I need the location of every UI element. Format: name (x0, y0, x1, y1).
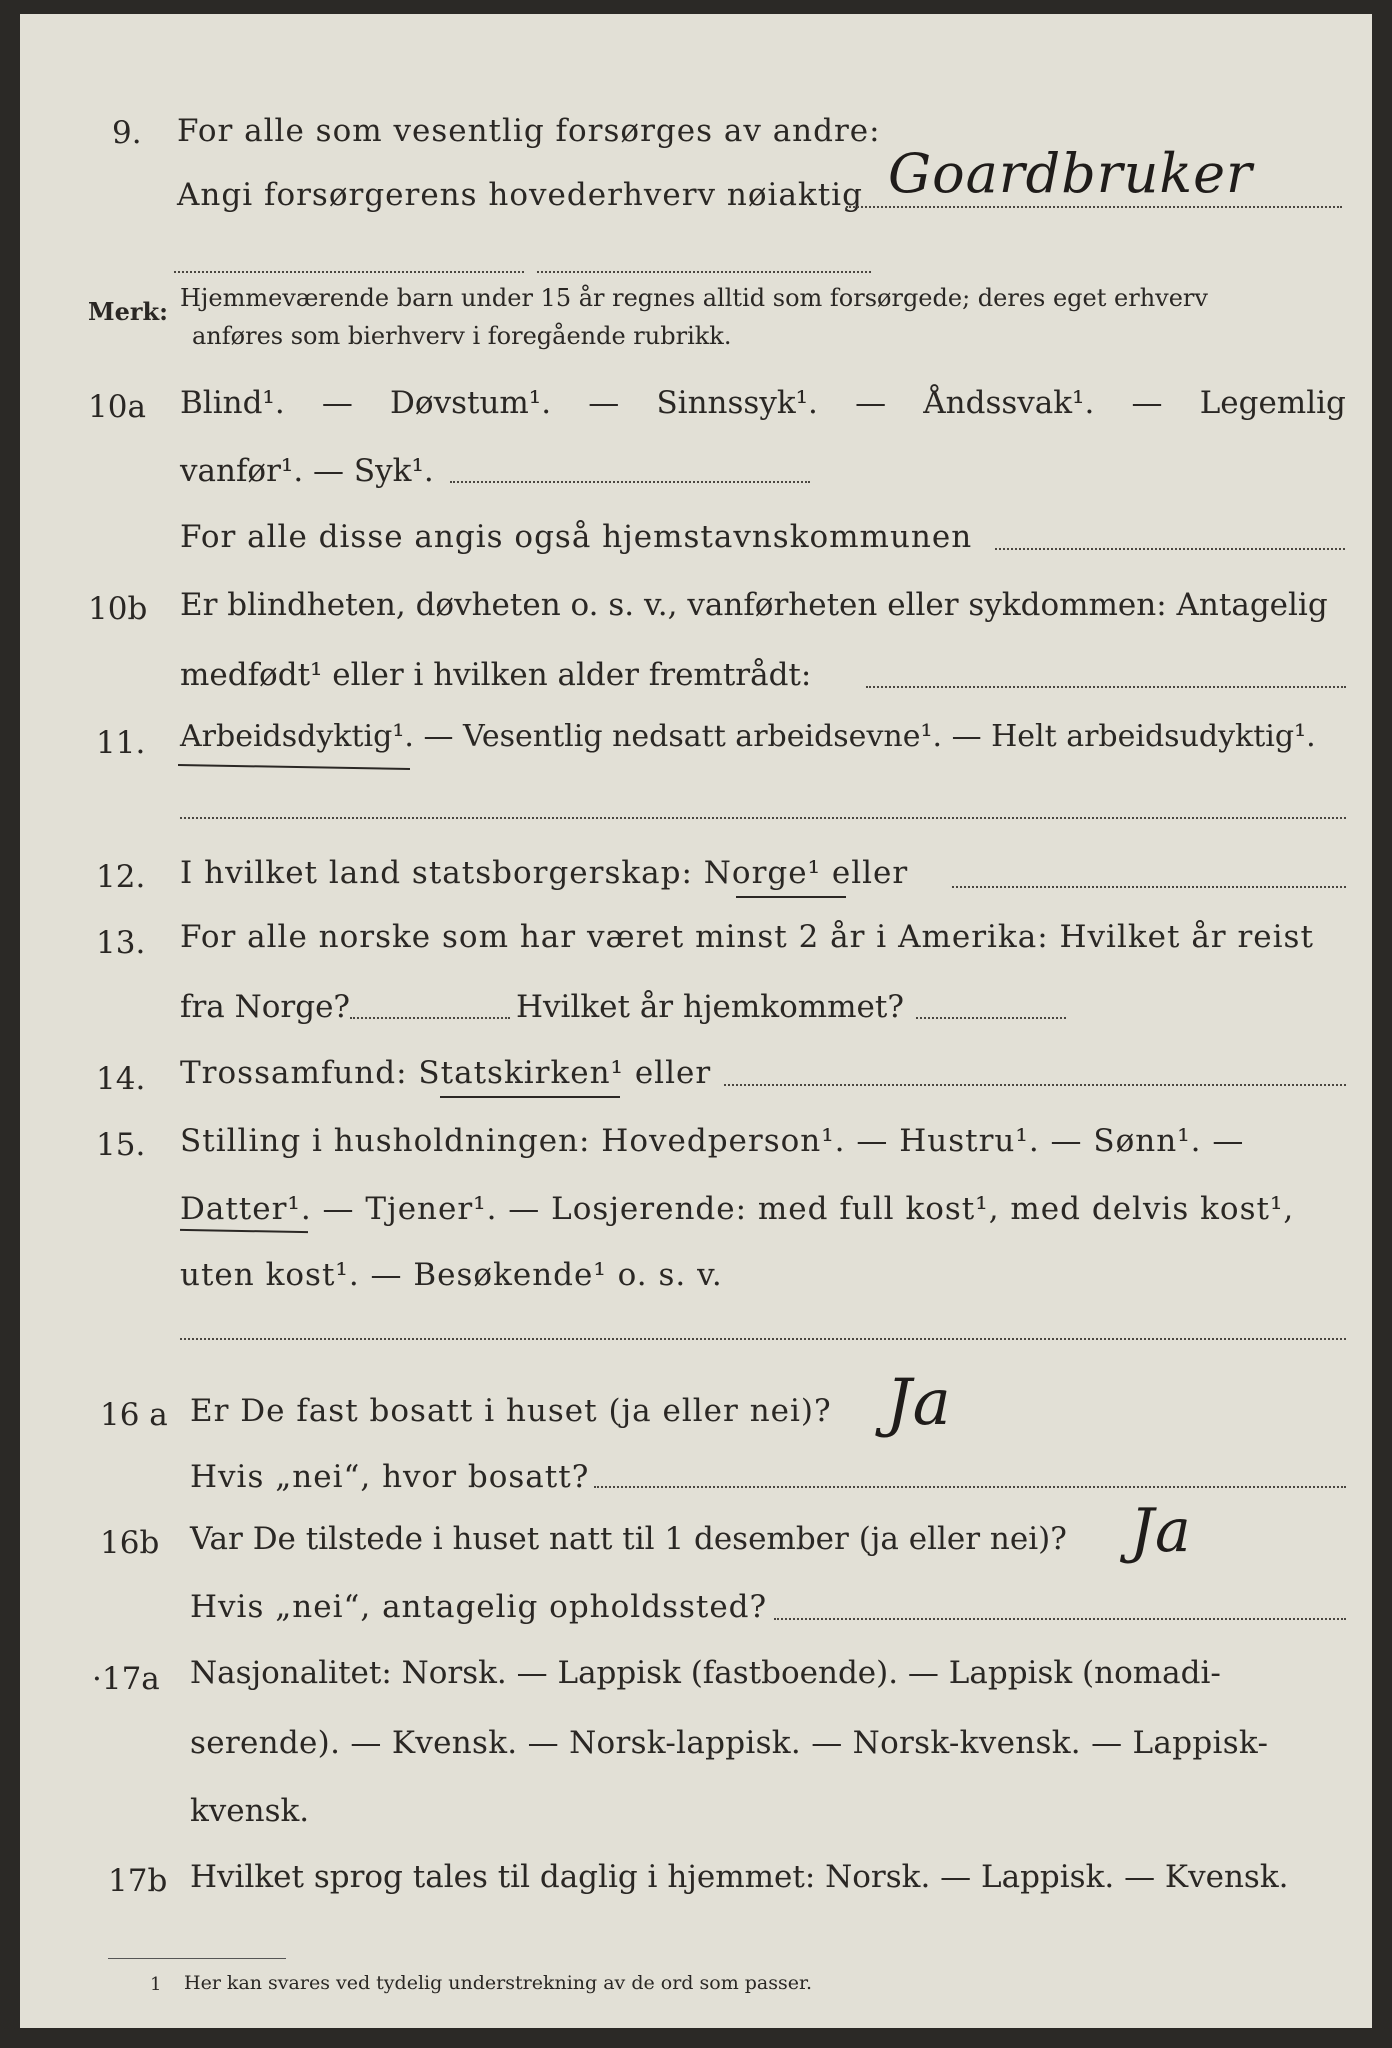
q9-line1: For alle som vesentlig forsørges av andre: (177, 113, 881, 149)
q10a-line2: vanfør¹. — Syk¹. (180, 453, 434, 489)
q17a-line2: serende). — Kvensk. — Norsk-lappisk. — Norsk-kvensk. — Lappisk- (190, 1725, 1269, 1761)
q11-line1: Arbeidsdyktig¹. — Vesentlig nedsatt arbeidsevne¹. — Helt arbeidsudyktig¹. (180, 719, 1316, 754)
q10a-dovstum[interactable]: Døvstum¹. (390, 385, 552, 421)
q16b-handwritten-answer[interactable]: Ja (1130, 1496, 1192, 1566)
q10b-line2: medfødt¹ eller i hvilken alder fremtrådt: (180, 657, 812, 693)
q12-underline-norge (736, 896, 846, 898)
q10a-legemlig[interactable]: Legemlig (1199, 385, 1346, 421)
q10b-answer-line (866, 686, 1346, 688)
footnote-rule (108, 1958, 286, 1959)
q13-reist-answer-line (350, 1017, 510, 1019)
q15-number: 15. (96, 1127, 146, 1163)
q15-underline-datter (180, 1229, 308, 1233)
q16b-line2: Hvis „nei“, antagelig opholdssted? (190, 1589, 768, 1625)
q11-continuation-line (180, 817, 1346, 819)
q9-continuation-line-b (537, 271, 871, 273)
q10a-blind[interactable]: Blind¹. (180, 385, 285, 421)
q15-line2: Datter¹. — Tjener¹. — Losjerende: med full kost¹, med delvis kost¹, (180, 1191, 1295, 1227)
merk-label: Merk: (88, 297, 168, 326)
merk-line2: anføres som bierhverv i foregående rubrikk. (192, 322, 732, 350)
q15-line1: Stilling i husholdningen: Hovedperson¹. — Hustru¹. — Sønn¹. — (180, 1123, 1245, 1159)
merk-line1: Hjemmeværende barn under 15 år regnes alltid som forsørgede; deres eget erhverv (180, 284, 1208, 312)
q14-line1: Trossamfund: Statskirken¹ eller (180, 1055, 712, 1091)
q16b-answer-line (774, 1618, 1346, 1620)
q13-line1: For alle norske som har været minst 2 år i Amerika: Hvilket år reist (180, 919, 1314, 955)
q10a-line1 (180, 385, 1346, 421)
q9-number: 9. (112, 115, 142, 151)
q17b-number: 17b (108, 1863, 168, 1899)
q9-line2: Angi forsørgerens hovederhverv nøiaktig (177, 177, 863, 213)
q17b-line1: Hvilket sprog tales til daglig i hjemmet: Norsk. — Lappisk. — Kvensk. (190, 1859, 1289, 1895)
q15-continuation-line (180, 1338, 1346, 1340)
q10b-line1: Er blindheten, døvheten o. s. v., vanførheten eller sykdommen: Antagelig (180, 587, 1328, 623)
q16a-number: 16 a (100, 1397, 168, 1433)
q16a-line2: Hvis „nei“, hvor bosatt? (190, 1459, 590, 1495)
q11-underline-arbeidsdyktig (178, 764, 410, 770)
q9-handwritten-answer[interactable]: Goardbruker (888, 142, 1253, 205)
q10a-dash-1: — (321, 385, 353, 421)
footnote-mark: 1 (150, 1974, 162, 1995)
q17a-line3: kvensk. (190, 1793, 310, 1829)
q17a-number: ·17a (92, 1661, 160, 1697)
q12-number: 12. (96, 859, 146, 895)
q10a-dash-4: — (1131, 385, 1163, 421)
q16a-handwritten-answer[interactable]: Ja (886, 1366, 952, 1440)
q10a-dash-2: — (588, 385, 620, 421)
q16a-line1: Er De fast bosatt i huset (ja eller nei)? (190, 1393, 832, 1429)
q14-underline-statskirken (440, 1096, 620, 1098)
q12-answer-line (952, 886, 1346, 888)
q10a-hjemstavn-line (995, 548, 1345, 550)
q15-line3: uten kost¹. — Besøkende¹ o. s. v. (180, 1257, 723, 1293)
q16b-line1: Var De tilstede i huset natt til 1 desember (ja eller nei)? (190, 1521, 1067, 1557)
q13-line2a: fra Norge? (180, 989, 351, 1025)
q10a-sinnssyk[interactable]: Sinnssyk¹. (656, 385, 818, 421)
q13-number: 13. (96, 925, 146, 961)
q10b-number: 10b (88, 591, 148, 627)
q10a-number: 10a (88, 389, 146, 425)
census-form-page (20, 14, 1372, 2028)
q16b-number: 16b (100, 1525, 160, 1561)
q11-number: 11. (96, 725, 146, 761)
q10a-dash-3: — (855, 385, 887, 421)
q13-line2b: Hvilket år hjemkommet? (516, 989, 904, 1025)
q12-line1: I hvilket land statsborgerskap: Norge¹ eller (180, 855, 909, 891)
q16a-answer-line (594, 1486, 1346, 1488)
q9-continuation-line-a (174, 271, 524, 273)
q17a-line1: Nasjonalitet: Norsk. — Lappisk (fastboende). — Lappisk (nomadi- (190, 1655, 1221, 1691)
q14-number: 14. (96, 1061, 146, 1097)
q10a-line3: For alle disse angis også hjemstavnskommunen (180, 519, 973, 555)
q9-answer-line (846, 206, 1342, 208)
q13-hjemkommet-answer-line (916, 1017, 1066, 1019)
footnote-text: Her kan svares ved tydelig understrekning av de ord som passer. (184, 1972, 813, 1994)
q14-answer-line (724, 1084, 1346, 1086)
q10a-answer-line (450, 481, 810, 483)
q10a-andssvak[interactable]: Åndssvak¹. (923, 385, 1095, 421)
